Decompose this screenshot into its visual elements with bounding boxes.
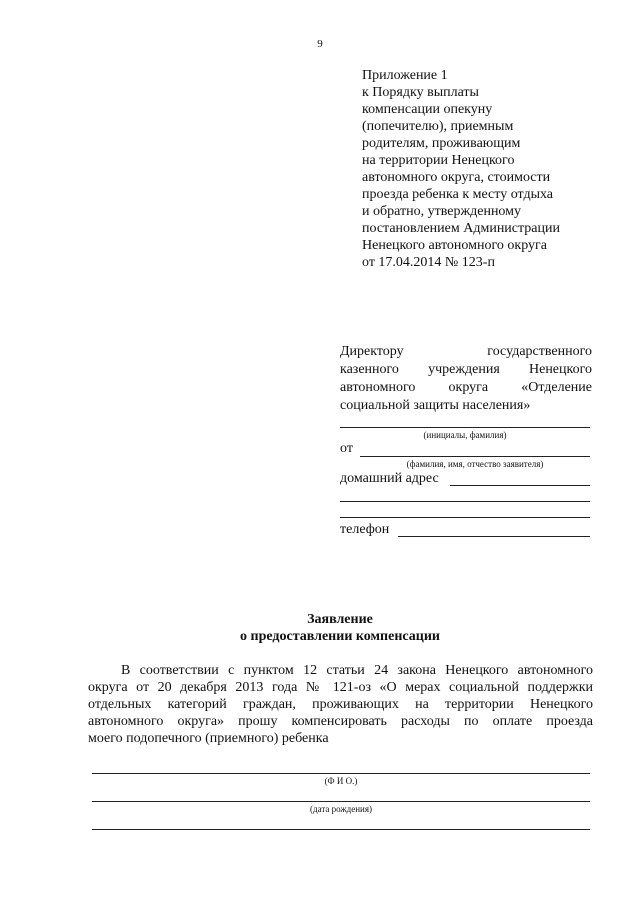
appendix-line: компенсации опекуну — [362, 102, 493, 117]
applicant-caption: (фамилия, имя, отчество заявителя) — [406, 459, 544, 469]
statement-line: автономного округа» прошу компенсировать расходы по оплате проезда — [88, 714, 593, 729]
document-title: Заявление — [307, 612, 373, 627]
applicant-field[interactable] — [360, 456, 590, 457]
addressee-line: казенного учреждения Ненецкого — [340, 362, 592, 377]
addressee-block — [340, 343, 592, 415]
statement-line: округа от 20 декабря 2013 года № 121-оз «О мерах социальной поддержки — [88, 680, 593, 695]
appendix-line: родителям, проживающим — [362, 136, 521, 151]
document-subtitle: о предоставлении компенсации — [240, 629, 440, 644]
appendix-line: проезда ребенка к месту отдыха — [362, 187, 554, 202]
appendix-line: постановлением Администрации — [362, 221, 560, 236]
appendix-line: Приложение 1 — [362, 68, 448, 83]
address-field-line-2[interactable] — [340, 501, 590, 502]
appendix-line: и обратно, утвержденному — [362, 204, 522, 219]
statement-line: отдельных категорий граждан, проживающих на территории Ненецкого — [88, 697, 593, 712]
appendix-line: автономного округа, стоимости — [362, 170, 551, 185]
birth-date-field[interactable] — [92, 801, 590, 802]
addressee-line: социальной защиты населения» — [340, 398, 531, 413]
appendix-block — [362, 67, 612, 271]
statement-line: моего подопечного (приемного) ребенка — [88, 731, 329, 746]
birth-date-caption: (дата рождения) — [310, 804, 372, 814]
address-label: домашний адрес — [340, 471, 439, 486]
appendix-line: Ненецкого автономного округа — [362, 238, 547, 253]
extra-field[interactable] — [92, 829, 590, 830]
appendix-line: от 17.04.2014 № 123-п — [362, 255, 495, 270]
appendix-line: (попечителю), приемным — [362, 119, 514, 134]
fio-caption: (Ф И О.) — [324, 776, 358, 786]
appendix-line: на территории Ненецкого — [362, 153, 515, 168]
address-field[interactable] — [450, 485, 590, 486]
addressee-line: Директору государственного — [340, 344, 592, 359]
appendix-line: к Порядку выплаты — [362, 85, 479, 100]
address-field-line-3[interactable] — [340, 517, 590, 518]
from-label: от — [340, 441, 353, 456]
child-name-field[interactable] — [92, 773, 590, 774]
page-number: 9 — [317, 38, 323, 50]
statement-line: В соответствии с пунктом 12 статьи 24 закона Ненецкого автономного — [121, 663, 593, 678]
phone-field[interactable] — [398, 536, 590, 537]
statement-paragraph — [88, 662, 593, 747]
phone-label: телефон — [340, 522, 390, 537]
addressee-line: автономного округа «Отделение — [340, 380, 592, 395]
initials-field[interactable] — [340, 427, 590, 428]
initials-caption: (инициалы, фамилия) — [423, 430, 507, 440]
